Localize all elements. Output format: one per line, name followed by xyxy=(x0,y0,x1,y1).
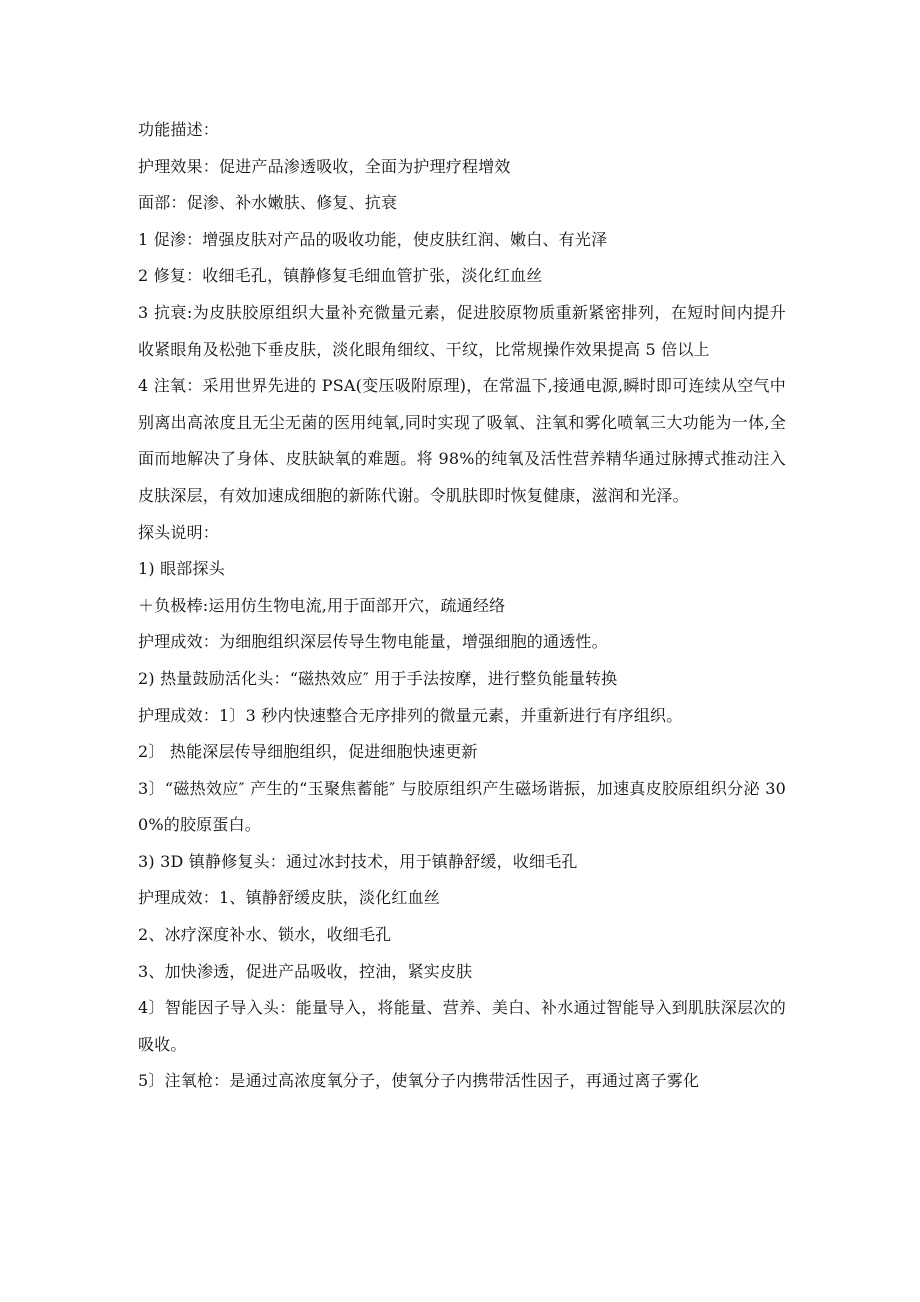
text-line-soothing-effect-3: 3、加快渗透，促进产品吸收，控油，紧实皮肤 xyxy=(138,961,473,981)
section-heading-probe-description: 探头说明： xyxy=(138,522,220,542)
text-line-soothing-effect-1: 护理成效：1、镇静舒缓皮肤，淡化红血丝 xyxy=(138,888,440,908)
text-line-heat-effect-1: 护理成效：1〕3 秒内快速整合无序排列的微量元素，并重新进行有序组织。 xyxy=(138,705,683,725)
list-item-repair: 2 修复：收细毛孔，镇静修复毛细血管扩张，淡化红血丝 xyxy=(138,266,543,286)
list-item-oxygen-injection: 4 注氧：采用世界先进的 PSA(变压吸附原理)，在常温下,接通电源,瞬时即可连续从空气中别离出高浓度且无尘无菌的医用纯氧,同时实现了吸氧、注氧和雾化喷氧三大功能为一体,全面而地解决了身体、皮肤缺氧的难题。将 98%的纯氧及活性营养精华通过脉搏式推动注入皮肤深层，有效加速成细胞的新陈代谢。令肌肤即时恢复健康，滋润和光泽。 xyxy=(138,376,786,505)
text-line-eye-probe-effect: 护理成效：为细胞组织深层传导生物电能量，增强细胞的通透性。 xyxy=(138,632,608,652)
list-item-anti-aging: 3 抗衰:为皮肤胶原组织大量补充微量元素，促进胶原物质重新紧密排列，在短时间内提升收紧眼角及松弛下垂皮肤，淡化眼角细纹、干纹，比常规操作效果提高 5 倍以上 xyxy=(138,302,786,359)
text-line-heat-effect-3: 3〕“磁热效应″ 产生的“玉聚焦蓄能″ 与胶原组织产生磁场谐振，加速真皮胶原组织分泌 300%的胶原蛋白。 xyxy=(138,778,786,835)
section-heading-function-description: 功能描述： xyxy=(138,120,220,139)
document-body xyxy=(138,112,786,1100)
list-item-penetration: 1 促渗：增强皮肤对产品的吸收功能，使皮肤红润、嫩白、有光泽 xyxy=(138,229,608,249)
list-item-oxygen-gun: 5〕注氧枪：是通过高浓度氧分子，使氧分子内携带活性因子，再通过离子雾化 xyxy=(138,1071,700,1091)
text-line-heat-effect-2: 2〕 热能深层传导细胞组织，促进细胞快速更新 xyxy=(138,742,478,762)
text-line-negative-rod: ＋负极棒:运用仿生物电流,用于面部开穴，疏通经络 xyxy=(138,595,506,615)
text-line-soothing-effect-2: 2、冰疗深度补水、锁水，收细毛孔 xyxy=(138,925,392,945)
list-item-smart-factor-probe: 4〕智能因子导入头：能量导入，将能量、营养、美白、补水通过智能导入到肌肤深层次的吸收。 xyxy=(138,998,786,1054)
list-item-eye-probe: 1) 眼部探头 xyxy=(138,559,225,579)
text-line-care-effect: 护理效果：促进产品渗透吸收，全面为护理疗程增效 xyxy=(138,156,511,176)
text-line-face: 面部：促渗、补水嫩肤、修复、抗衰 xyxy=(138,193,398,213)
list-item-heat-probe: 2) 热量鼓励活化头：“磁热效应″ 用于手法按摩，进行整负能量转换 xyxy=(138,668,618,688)
list-item-3d-soothing-probe: 3) 3D 镇静修复头：通过冰封技术，用于镇静舒缓，收细毛孔 xyxy=(138,851,578,871)
